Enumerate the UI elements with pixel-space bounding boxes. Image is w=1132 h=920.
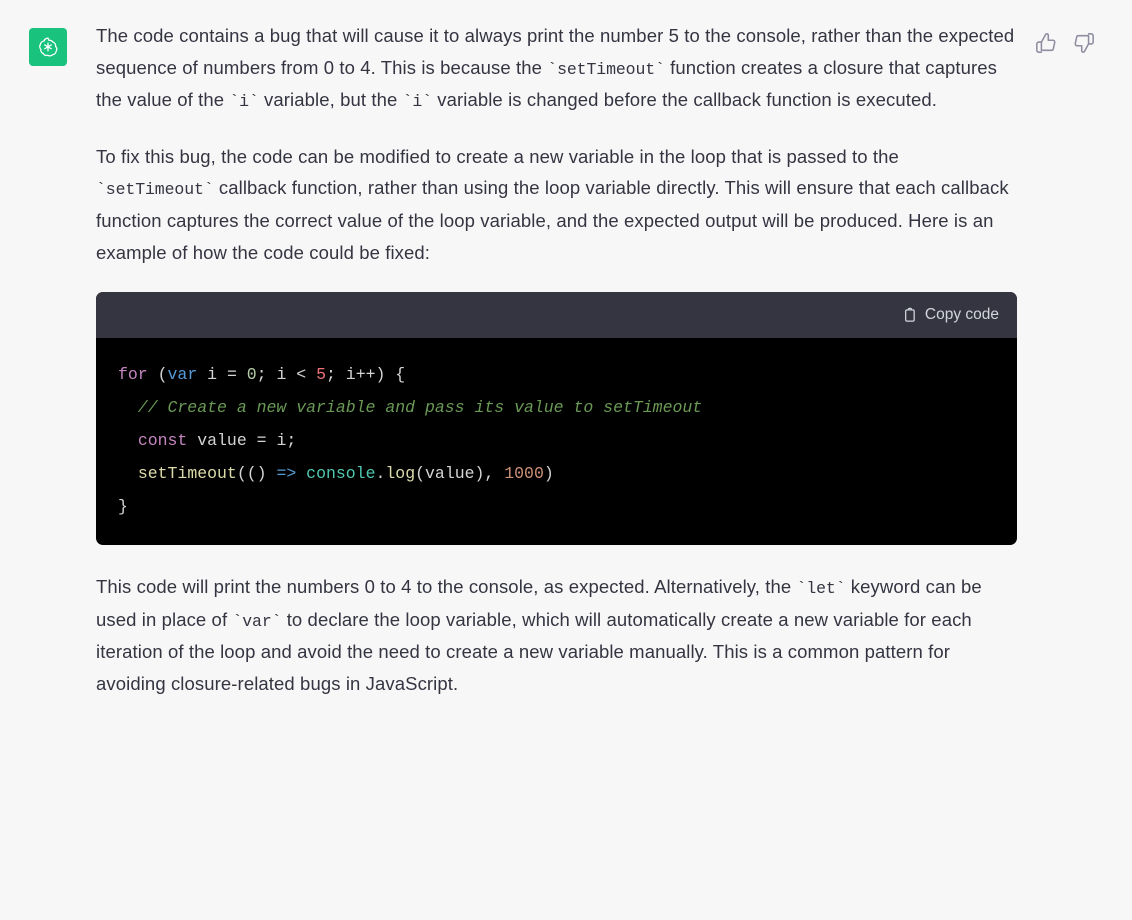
paragraph-2 <box>96 141 1021 269</box>
inline-code-var: `var` <box>232 611 282 631</box>
inline-code-let: `let` <box>796 579 846 599</box>
text-segment: The code contains a bug that will cause it to always print the number 5 to the console, rather than the expected sequence of numbers from 0 to 4. This is because the <box>96 25 1015 78</box>
inline-code-i-2: `i` <box>402 92 432 112</box>
code-block-header <box>96 292 1017 338</box>
inline-code-i: `i` <box>229 92 259 112</box>
assistant-avatar <box>29 28 67 66</box>
inline-code-settimeout: `setTimeout` <box>547 59 665 79</box>
text-segment: keyword can be used in place of <box>96 576 982 630</box>
text-segment: This code will print the numbers 0 to 4 to the console, as expected. Alternatively, the <box>96 576 797 598</box>
text-segment: callback function, rather than using the loop variable directly. This will ensure that each callback function captures the correct value of the loop variable, and the expected output will be produced. Here is an example of how the code could be fixed: <box>96 177 1009 263</box>
message-content <box>96 18 1031 700</box>
copy-code-button[interactable] <box>900 306 999 324</box>
paragraph-1 <box>96 20 1021 117</box>
thumbs-up-icon[interactable] <box>1035 32 1057 54</box>
openai-logo-icon <box>36 35 60 59</box>
paragraph-3 <box>96 571 1021 699</box>
copy-code-label: Copy code <box>924 306 999 324</box>
text-segment: To fix this bug, the code can be modified to create a new variable in the loop that is passed to the <box>96 145 899 167</box>
code-block <box>96 292 1017 545</box>
text-segment: to declare the loop variable, which will automatically create a new variable for each iteration of the loop and avoid the need to create a new variable manually. This is a common pattern for avoiding closure-related bugs in JavaScript. <box>96 608 972 694</box>
inline-code-settimeout-2: `setTimeout` <box>96 180 214 200</box>
message-actions <box>1031 18 1125 54</box>
text-segment: variable, but the <box>258 89 403 111</box>
text-segment: function creates a closure that captures the value of the <box>96 56 998 111</box>
avatar-column <box>0 18 96 66</box>
text-segment: variable is changed before the callback function is executed. <box>432 89 937 111</box>
thumbs-down-icon[interactable] <box>1073 32 1095 54</box>
code-content[interactable]: for (var i = 0; i < 5; i++) { // Create a new variable and pass its value to setTimeout const value = i; setTimeout(() => console.log(value), 1000) } <box>118 365 703 517</box>
clipboard-icon <box>900 307 917 324</box>
